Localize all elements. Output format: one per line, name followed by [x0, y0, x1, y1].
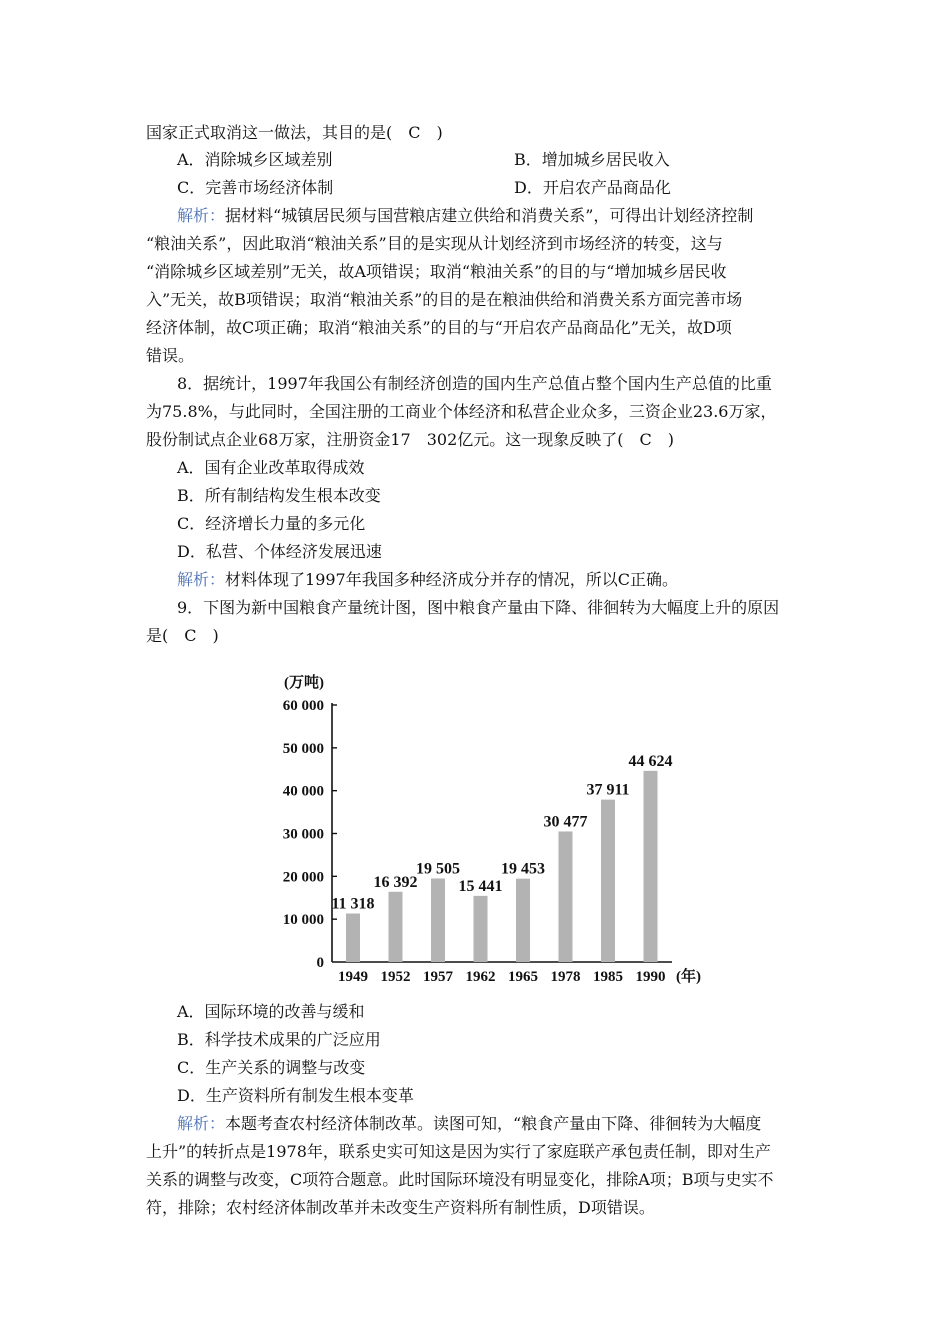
chart-x-tick-label: 1952 [380, 969, 411, 985]
chart-data-labels [331, 753, 672, 913]
chart-bar [346, 914, 360, 962]
q8-stem-line: 8．据统计，1997年我国公有制经济创造的国内生产总值占整个国内生产总值的比重 [177, 374, 772, 393]
grain-output-bar-chart [260, 665, 720, 995]
q7-analysis-line: 入”无关，故B项错误；取消“粮油关系”的目的是在粮油供给和消费关系方面完善市场 [146, 290, 743, 309]
chart-bar [431, 878, 445, 962]
chart-y-tick-label: 50 000 [282, 740, 324, 757]
chart-data-label: 19 453 [501, 860, 545, 878]
chart-y-axis-label: (万吨) [284, 675, 324, 691]
chart-data-label: 44 624 [628, 752, 673, 770]
q7-option-d: D．开启农产品商品化 [514, 178, 671, 197]
q8-analysis-label: 解析： [177, 570, 226, 589]
chart-x-tick-label: 1978 [550, 969, 581, 985]
chart-data-label: 15 441 [458, 877, 503, 895]
q8-analysis [177, 570, 678, 590]
q8-option-d: D．私营、个体经济发展迅速 [177, 542, 382, 561]
q7-analysis-line: 错误。 [146, 346, 195, 365]
q9-option-a: A．国际环境的改善与缓和 [177, 1002, 365, 1021]
q8-option-a: A．国有企业改革取得成效 [177, 458, 365, 477]
chart-bar [389, 892, 403, 962]
chart-y-tick-label: 30 000 [282, 826, 324, 843]
chart-y-tick-label: 20 000 [282, 869, 324, 886]
q7-analysis-first-line [177, 206, 753, 226]
chart-x-tick-label: 1985 [593, 969, 623, 985]
q7-option-c: C．完善市场经济体制 [177, 178, 334, 197]
chart-x-tick-label: 1965 [508, 969, 538, 985]
q9-option-d: D．生产资料所有制发生根本变革 [177, 1086, 414, 1105]
chart-x-tick-label: 1949 [338, 969, 368, 985]
q7-option-a: A．消除城乡区域差别 [177, 150, 333, 169]
chart-bar [474, 896, 488, 962]
q9-analysis-first-line [177, 1114, 761, 1134]
chart-bar [601, 800, 615, 962]
q8-stem-line: 为75.8%，与此同时，全国注册的工商业个体经济和私营企业众多，三资企业23.6万家， [146, 402, 777, 421]
q7-analysis-label: 解析： [177, 206, 226, 225]
chart-data-label: 19 505 [416, 860, 460, 878]
q7-analysis-line: “消除城乡区域差别”无关，故A项错误；取消“粮油关系”的目的与“增加城乡居民收 [146, 262, 727, 281]
chart-y-tick-label: 60 000 [282, 698, 324, 714]
q9-option-b: B．科学技术成果的广泛应用 [177, 1030, 381, 1049]
q9-analysis-line: 上升”的转折点是1978年，联系史实可知这是因为实行了家庭联产承包责任制，即对生产 [146, 1142, 771, 1161]
chart-x-axis-label: (年) [676, 969, 701, 985]
chart-bar [559, 831, 573, 962]
chart-y-ticks [283, 698, 337, 971]
q7-analysis-line: 经济体制，故C项正确；取消“粮油关系”的目的与“开启农产品商品化”无关，故D项 [146, 318, 732, 337]
chart-y-tick-label: 0 [316, 955, 324, 971]
q7-analysis-text: 据材料“城镇居民须与国营粮店建立供给和消费关系”，可得出计划经济控制 [225, 206, 754, 225]
q7-option-b: B．增加城乡居民收入 [514, 150, 670, 169]
q9-stem-line: 9．下图为新中国粮食产量统计图，图中粮食产量由下降、徘徊转为大幅度上升的原因 [177, 598, 780, 617]
chart-x-tick-label: 1990 [635, 969, 666, 985]
q9-analysis-line: 符，排除；农村经济体制改革并未改变生产资料所有制性质，D项错误。 [146, 1198, 655, 1217]
q8-analysis-text: 材料体现了1997年我国多种经济成分并存的情况，所以C正确。 [225, 570, 678, 589]
chart-data-label: 30 477 [543, 813, 588, 831]
chart-y-tick-label: 10 000 [282, 912, 324, 929]
chart-axes [332, 703, 672, 962]
q7-stem-end: 国家正式取消这一做法，其目的是( C ) [146, 123, 443, 142]
chart-x-tick-label: 1962 [465, 969, 496, 985]
chart-x-ticks [338, 969, 666, 985]
chart-data-label: 16 392 [373, 873, 418, 891]
chart-data-label: 11 318 [331, 895, 375, 913]
q9-analysis-label: 解析： [177, 1114, 226, 1133]
chart-bar [644, 771, 658, 962]
chart-bar [516, 879, 530, 962]
q7-analysis-line: “粮油关系”，因此取消“粮油关系”目的是实现从计划经济到市场经济的转变，这与 [146, 234, 723, 253]
chart-y-tick-label: 40 000 [282, 783, 324, 800]
q9-analysis-line: 关系的调整与改变，C项符合题意。此时国际环境没有明显变化，排除A项；B项与史实不 [146, 1170, 774, 1189]
chart-x-tick-label: 1957 [423, 969, 453, 985]
chart-data-label: 37 911 [586, 781, 630, 799]
q9-analysis-text: 本题考查农村经济体制改革。读图可知，“粮食产量由下降、徘徊转为大幅度 [225, 1114, 762, 1133]
q9-stem-line: 是( C ) [146, 626, 219, 645]
q9-option-c: C．生产关系的调整与改变 [177, 1058, 366, 1077]
q8-stem-line: 股份制试点企业68万家，注册资金17 302亿元。这一现象反映了( C ) [146, 430, 674, 449]
q8-option-c: C．经济增长力量的多元化 [177, 514, 366, 533]
q8-option-b: B．所有制结构发生根本改变 [177, 486, 381, 505]
